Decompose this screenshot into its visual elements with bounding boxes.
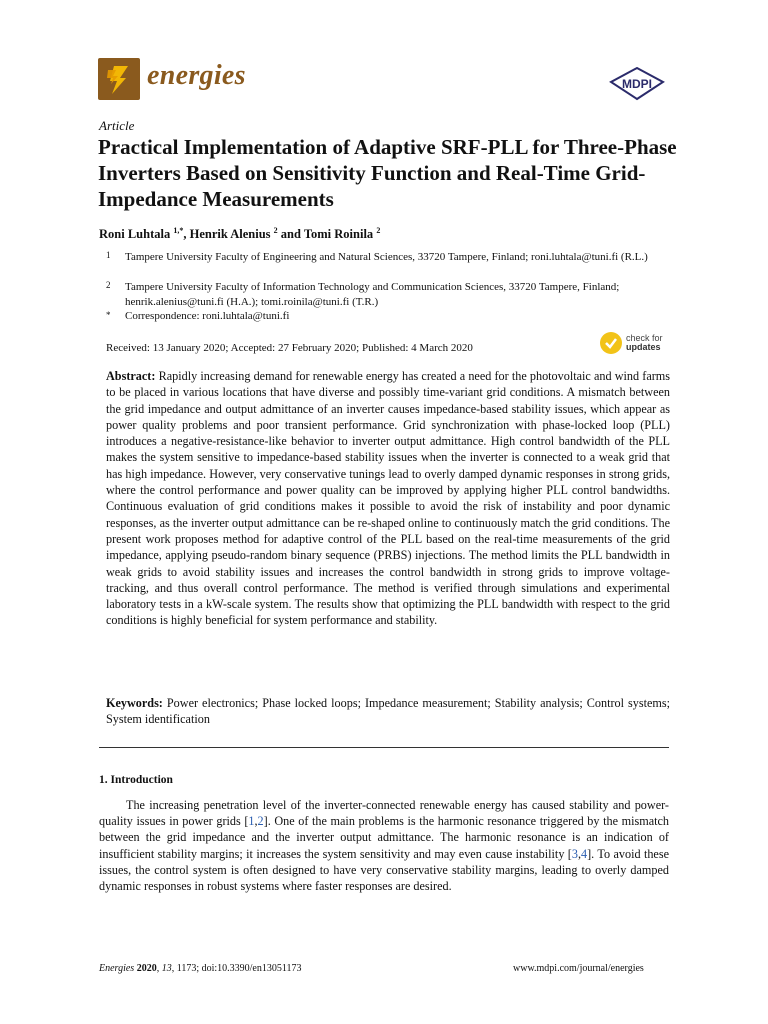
check-updates-line2: updates (626, 342, 661, 352)
section-heading: 1. Introduction (99, 774, 173, 786)
paragraph-text: ]. One of the main problems is the harmonic resonance triggered by the mismatch between the grid impedance and the inverter output admittance. The harmonic resonance is an indication of insufficient stability margins; it increases the system sensitivity and may even cause instability [ (99, 814, 669, 861)
keywords-label: Keywords: (106, 696, 163, 710)
footer-year: 2020 (136, 963, 157, 974)
abstract (106, 368, 670, 629)
check-updates-icon (600, 332, 622, 354)
author-affiliation-mark: 2 (376, 226, 381, 235)
section-divider (99, 747, 669, 748)
author-name: Roni Luhtala (99, 227, 171, 242)
affiliation-text: Tampere University Faculty of Information Technology and Communication Sciences, 33720 Tampere, Finland; henrik.alenius@tuni.fi (H.A.); tomi.roinila@tuni.fi (T.R.) (125, 281, 620, 308)
author-separator: and (277, 227, 304, 242)
paragraph-text: ]. To avoid these issues, the control system is often designed to have very conservative stability margins, leading to overly damped dynamic responses in robust systems where faster responses are desired. (99, 846, 669, 894)
paragraph-text: The increasing penetration level of the inverter-connected renewable energy has caused stability and power-quality issues in power grids [ (99, 798, 669, 829)
affiliation-mark: 1 (106, 250, 111, 260)
author-name: Tomi Roinila (303, 227, 374, 242)
journal-name: energies (147, 60, 246, 91)
footer-doi: , 1173; doi:10.3390/en13051173 (171, 963, 302, 974)
journal-logo-icon (98, 58, 140, 100)
footer-volume: 13 (161, 963, 172, 974)
author-separator: , (183, 227, 190, 242)
citation-link[interactable]: 2 (257, 814, 264, 829)
footer-citation: Energies 2020, 13, 1173; doi:10.3390/en13051173 (99, 963, 302, 974)
footer-url[interactable]: www.mdpi.com/journal/energies (513, 963, 644, 974)
author-name: Henrik Alenius (189, 227, 271, 242)
affiliation-text: Tampere University Faculty of Engineering and Natural Sciences, 33720 Tampere, Finland; roni.luhtala@tuni.fi (R.L.) (125, 251, 648, 263)
citation-link[interactable]: 1 (248, 814, 255, 829)
svg-text:MDPI: MDPI (622, 77, 652, 91)
citation-separator: , (254, 814, 258, 829)
author-affiliation-mark: 1,* (173, 226, 184, 235)
citation-separator: , (577, 846, 582, 861)
author-affiliation-mark: 2 (273, 226, 278, 235)
author-list (99, 226, 380, 242)
paper-title: Practical Implementation of Adaptive SRF-PLL for Three-Phase Inverters Based on Sensitivity Function and Real-Time Grid-Impedance Measurements (98, 135, 677, 211)
mdpi-logo-icon (608, 67, 666, 101)
publication-dates: Received: 13 January 2020; Accepted: 27 February 2020; Published: 4 March 2020 (106, 342, 473, 354)
citation-link[interactable]: 4 (581, 846, 588, 861)
correspondence-mark: * (106, 310, 111, 320)
keywords (106, 695, 670, 728)
article-type: Article (99, 118, 135, 133)
keywords-text: Power electronics; Phase locked loops; Impedance measurement; Stability analysis; Control systems; System identification (106, 696, 670, 727)
abstract-label: Abstract: (106, 369, 156, 383)
citation-link[interactable]: 3 (571, 846, 578, 861)
abstract-text: Rapidly increasing demand for renewable energy has created a need for the photovoltaic and wind farms to be placed in various locations that have diverse and possibly time-variant grid conditions. A mismatch between the grid impedance and output admittance of an inverter causes impedance-based stability issues, which appear as power quality problems and poor transient performance. Grid synchronization with phase-locked loop (PLL) introduces a negative-resistance-like behavior to inverter output admittance. High control bandwidth of the PLL makes the system sensitive to impedance-based stability issues when the inverter is connected to a weak grid that has high impedance. However, very conservative tunings lead to overly damped dynamic responses in strong grids, where the control performance and power quality can be improved by applying higher PLL control bandwidths. Continuous evaluation of grid conditions makes it possible to avoid the risk of instability and poor dynamic responses, as the inverter output admittance can be re-shaped online to continuously match the grid conditions. The present work proposes method for adaptive control of the PLL based on the real-time measurements of the grid impedance, applying pseudo-random binary sequence (PRBS) injections. The method limits the PLL bandwidth in weak grids to avoid stability issues and increases the control bandwidth in strong grids to improve voltage-tracking, and thus overall control performance. The method is verified through simulations and experimental laboratory tests in a kW-scale system. The results show that optimizing the PLL bandwidth with respect to the grid conditions is highly beneficial for system performance and stability. (106, 369, 671, 628)
footer-journal: Energies (99, 963, 135, 974)
introduction-paragraph (99, 797, 669, 894)
correspondence-text: Correspondence: roni.luhtala@tuni.fi (125, 310, 290, 322)
affiliation-mark: 2 (106, 280, 111, 290)
check-updates-line1: check for (626, 333, 663, 343)
check-for-updates-badge[interactable] (600, 330, 672, 360)
